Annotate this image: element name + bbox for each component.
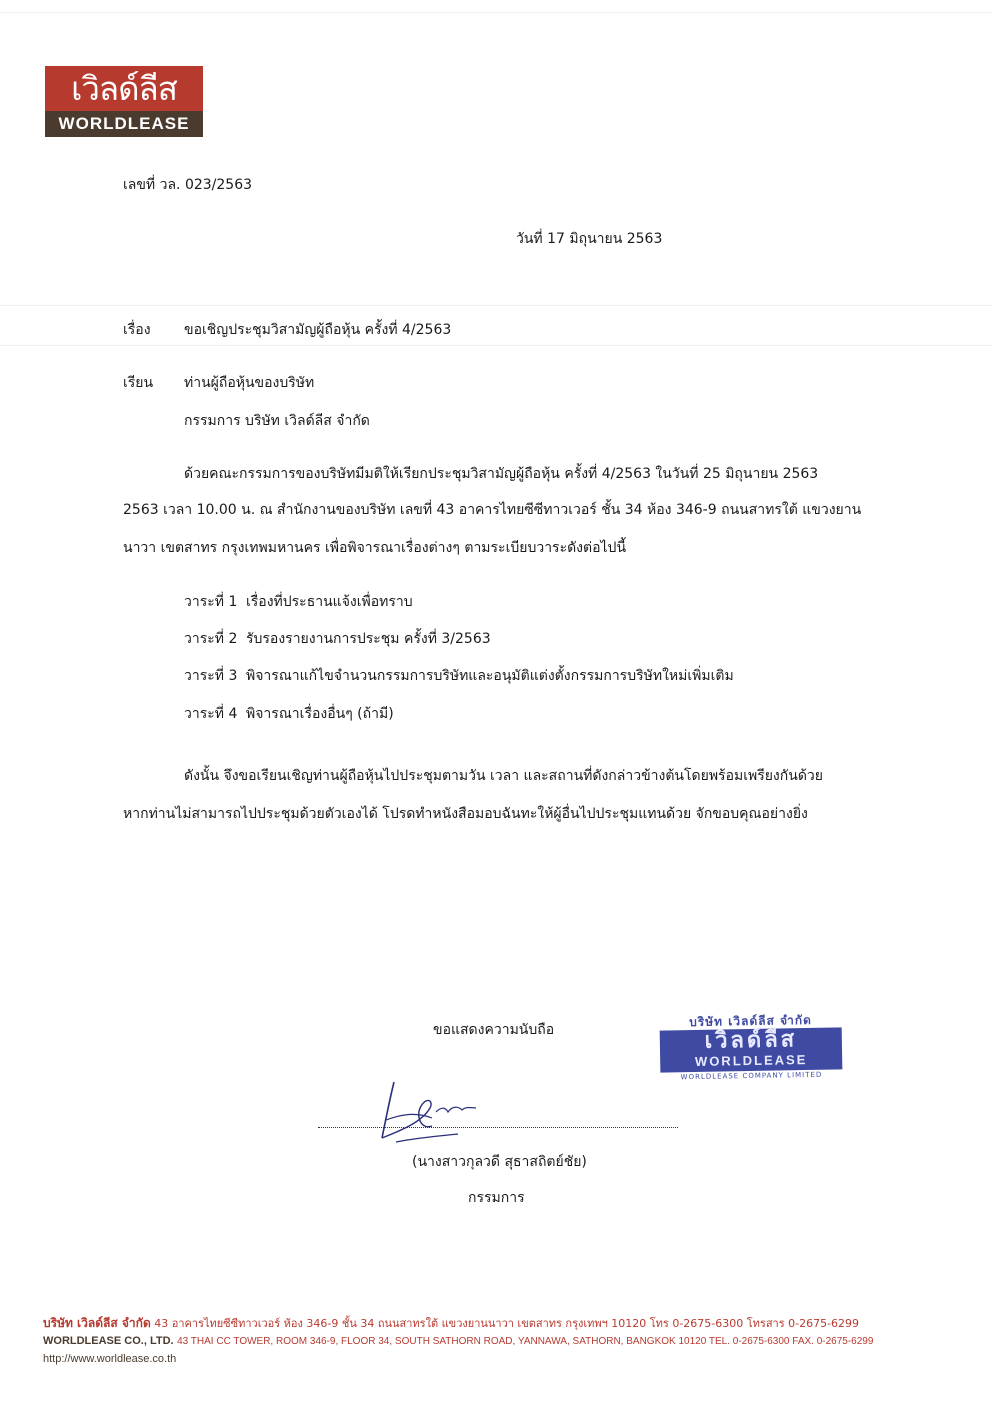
scan-artifact-line [0,345,992,346]
footer-english [43,1334,873,1349]
agenda-text: รับรองรายงานการประชุม ครั้งที่ 3/2563 [246,631,491,647]
agenda-text: พิจารณาเรื่องอื่นๆ (ถ้ามี) [246,706,394,722]
recipient-line: กรรมการ บริษัท เวิลด์ลีส จำกัด [184,413,370,429]
agenda-number: วาระที่ 2 [184,631,238,647]
paragraph-line: 2563 เวลา 10.00 น. ณ สำนักงานของบริษัท เลขที่ 43 อาคารไทยซีซีทาวเวอร์ ชั้น 34 ห้อง 346-9 ถนนสาทรใต้ แขวงยาน [123,502,862,518]
agenda-number: วาระที่ 4 [184,706,238,722]
logo-thai-text: เวิลด์ลีส [45,66,203,111]
letter-date: วันที่ 17 มิถุนายน 2563 [516,231,663,247]
stamp-top-text: บริษัท เวิลด์ลีส จำกัด [689,1012,812,1030]
reference-number: เลขที่ วล. 023/2563 [123,177,253,193]
paragraph-line: หากท่านไม่สามารถไปประชุมด้วยตัวเองได้ โปรดทำหนังสือมอบฉันทะให้ผู้อื่นไปประชุมแทนด้วย จักขอบคุณอย่างยิ่ง [123,806,808,822]
scan-artifact-line [0,12,992,13]
stamp-box [660,1027,843,1072]
footer-english-company-name: WORLDLEASE CO., LTD. [43,1335,174,1347]
signer-name: (นางสาวกุลวดี สุธาสถิตย์ชัย) [412,1154,587,1170]
agenda-text: พิจารณาแก้ไขจำนวนกรรมการบริษัทและอนุมัติแต่งตั้งกรรมการบริษัทใหม่เพิ่มเติม [246,668,734,684]
subject-text: ขอเชิญประชุมวิสามัญผู้ถือหุ้น ครั้งที่ 4/2563 [184,322,452,338]
handwritten-signature [372,1078,482,1148]
recipient-label: เรียน [123,375,154,391]
footer-thai-company-name: บริษัท เวิลด์ลีส จำกัด [43,1316,151,1330]
logo-english-text: WORLDLEASE [45,111,203,137]
agenda-text: เรื่องที่ประธานแจ้งเพื่อทราบ [246,594,413,610]
company-stamp [657,1011,844,1086]
subject-label: เรื่อง [123,322,151,338]
agenda-number: วาระที่ 3 [184,668,238,684]
footer-thai [43,1316,859,1331]
signature-line [318,1119,678,1128]
agenda-item [184,666,734,686]
closing-salutation: ขอแสดงความนับถือ [433,1022,555,1038]
stamp-english-text: WORLDLEASE [694,1052,808,1069]
agenda-number: วาระที่ 1 [184,594,238,610]
footer-english-address: 43 THAI CC TOWER, ROOM 346-9, FLOOR 34, SOUTH SATHORN ROAD, YANNAWA, SATHORN, BANGKOK 10120 TEL. 0-2675-6300 FAX. 0-2675-6299 [177,1336,874,1347]
paragraph-line: นาวา เขตสาทร กรุงเทพมหานคร เพื่อพิจารณาเรื่องต่างๆ ตามระเบียบวาระดังต่อไปนี้ [123,540,627,556]
paragraph-line: ดังนั้น จึงขอเรียนเชิญท่านผู้ถือหุ้นไปประชุมตามวัน เวลา และสถานที่ดังกล่าวข้างต้นโดยพร้อมเพรียงกันด้วย [184,768,823,784]
footer-website[interactable]: http://www.worldlease.co.th [43,1353,177,1365]
recipient-line: ท่านผู้ถือหุ้นของบริษัท [184,375,315,391]
agenda-item [184,592,413,612]
paragraph-line: ด้วยคณะกรรมการของบริษัทมีมติให้เรียกประชุมวิสามัญผู้ถือหุ้น ครั้งที่ 4/2563 ในวันที่ 25 มิถุนายน 2563 [184,466,819,482]
scan-artifact-line [0,305,992,306]
agenda-item [184,704,394,724]
footer-thai-address: 43 อาคารไทยซีซีทาวเวอร์ ห้อง 346-9 ชั้น 34 ถนนสาทรใต้ แขวงยานนาวา เขตสาทร กรุงเทพฯ 10120 โทร 0-2675-6300 โทรสาร 0-2675-6299 [154,1317,860,1330]
stamp-bottom-text: WORLDLEASE COMPANY LIMITED [680,1070,823,1082]
agenda-item [184,629,491,649]
signer-title: กรรมการ [468,1190,525,1206]
stamp-thai-text: เวิลด์ลีส [704,1027,798,1054]
company-logo [45,66,203,137]
